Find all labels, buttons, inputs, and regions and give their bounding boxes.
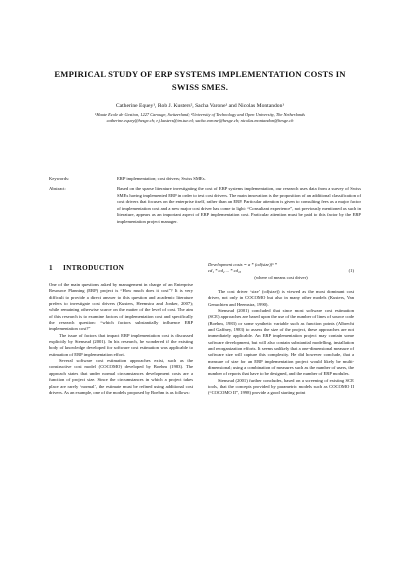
paper-title: EMPIRICAL STUDY OF ERP SYSTEMS IMPLEMENTATION COSTS IN SWISS SMES. — [54, 69, 346, 92]
left-column — [49, 282, 193, 396]
abstract-text: Based on the sparse literature investigating the cost of ERP systems implementation, our research uses data from a survey of Swiss SMEs having implemented ERP in order to test cost drivers. The main innovation is the proposition of an additional classification of cost drivers that focuses on the enterprise itself, rather than an ERP. Particular attention is given to consulting fees as a major factor of implementation cost and a new major cost driver has come to light: “Consultant experience”, not previously mentioned as such in literature, appears as an important aspect of ERP implementation cost. Particular attention must be paid to this factor by the ERP implementation project manager. — [117, 186, 361, 224]
section-title: INTRODUCTION — [63, 264, 125, 272]
equation-line: cd₁ * cd₂ ... * cd₁₆ — [208, 268, 242, 274]
section-heading — [49, 264, 124, 272]
abstract-label: Abstract: — [49, 186, 66, 191]
keywords-text: ERP implementation; cost drivers; Swiss SMEs. — [117, 176, 206, 181]
author-list: Catherine Equey¹, Rob J. Kusters², Sacha Varone¹ and Nicolas Montandon¹ — [115, 103, 285, 109]
equation-note: (where cd means cost driver) — [254, 274, 308, 280]
equation-line: Development costs = a * (cd(size))ᵇ * — [208, 262, 277, 267]
right-column — [208, 262, 354, 397]
author-emails: catherine.equey@hesge.ch; r.j.kusters@tm.tue.nl; sacha.varone@hesge.ch; nicolas.montandon@hesge.ch — [106, 118, 294, 123]
equation-number: (1) — [348, 268, 354, 274]
paragraph: The cost driver ‘size’ (cd(size)) is viewed as the most dominant cost driver, not only in COCOMO but also in many other models (Kusters, Van Genuchten and Heemstra, 1990). — [208, 288, 354, 307]
affiliation: ¹Haute Ecole de Gestion, 1227 Carouge, Switzerland; ²University of Technology and Open University, The Netherlands — [95, 112, 305, 117]
paragraph: The issue of factors that impact ERP implementation cost is discussed explicitly by Stensrud (2001). In his research, he wondered if the existing body of knowledge developed for software cost estimation was applicable to estimation of ERP implementation effort. — [49, 332, 193, 357]
section-number: 1 — [49, 264, 53, 272]
paragraph: Stensrud (2001) concluded that since most software cost estimation (SCE) approaches are based upon the use of the number of lines of source code (Boehm, 1983) or some synthetic variable such as function points (Albrecht and Gaffney, 1983) to assess the size of the project, these approaches are not immediately applicable. An ERP implementation project may contain some software development, but will also contain substantial modelling, installation and reorganization efforts. It seems unlikely that a one-dimensional measure of software size will capture this complexity. He did however conclude, that a measure of size for an ERP implementation project would likely be multi-dimensional; using a combination of measures such as the number of users, the number of reports that have to be designed, and the number of ERP modules. — [208, 307, 354, 377]
paragraph: One of the main questions asked by management in charge of an Enterprise Resource Planning (ERP) project is “How much does it cost”? It is very difficult to provide a direct answer to this question and academic literature prefers to investigate cost drivers (Kusters, Heemstra and Jonker, 2007); while remaining otherwise scarce on the matter of the level of cost. The aim of this research is to examine factors of implementation cost and specifically the research question: “which factors substantially influence ERP implementation cost?” — [49, 282, 193, 332]
paragraph: Several software cost estimation approaches exist, such as the constructive cost model (COCOMO) developed by Boehm (1983). The approach states that under normal circumstances development costs are a function of project size. Since the circumstances in which a project takes place are rarely ‘normal’, the estimate must be refined using additional cost drivers. As an example, one of the models proposed by Boehm is as follows: — [49, 358, 193, 395]
keywords-label: Keywords: — [49, 176, 70, 181]
paragraph: Stensrud (2001) further concludes, based on a screening of existing SCE tools, that the concepts provided by parametric models such as COCOMO II (“COCOMO II”, 1998) provide a good starting point — [208, 377, 354, 396]
